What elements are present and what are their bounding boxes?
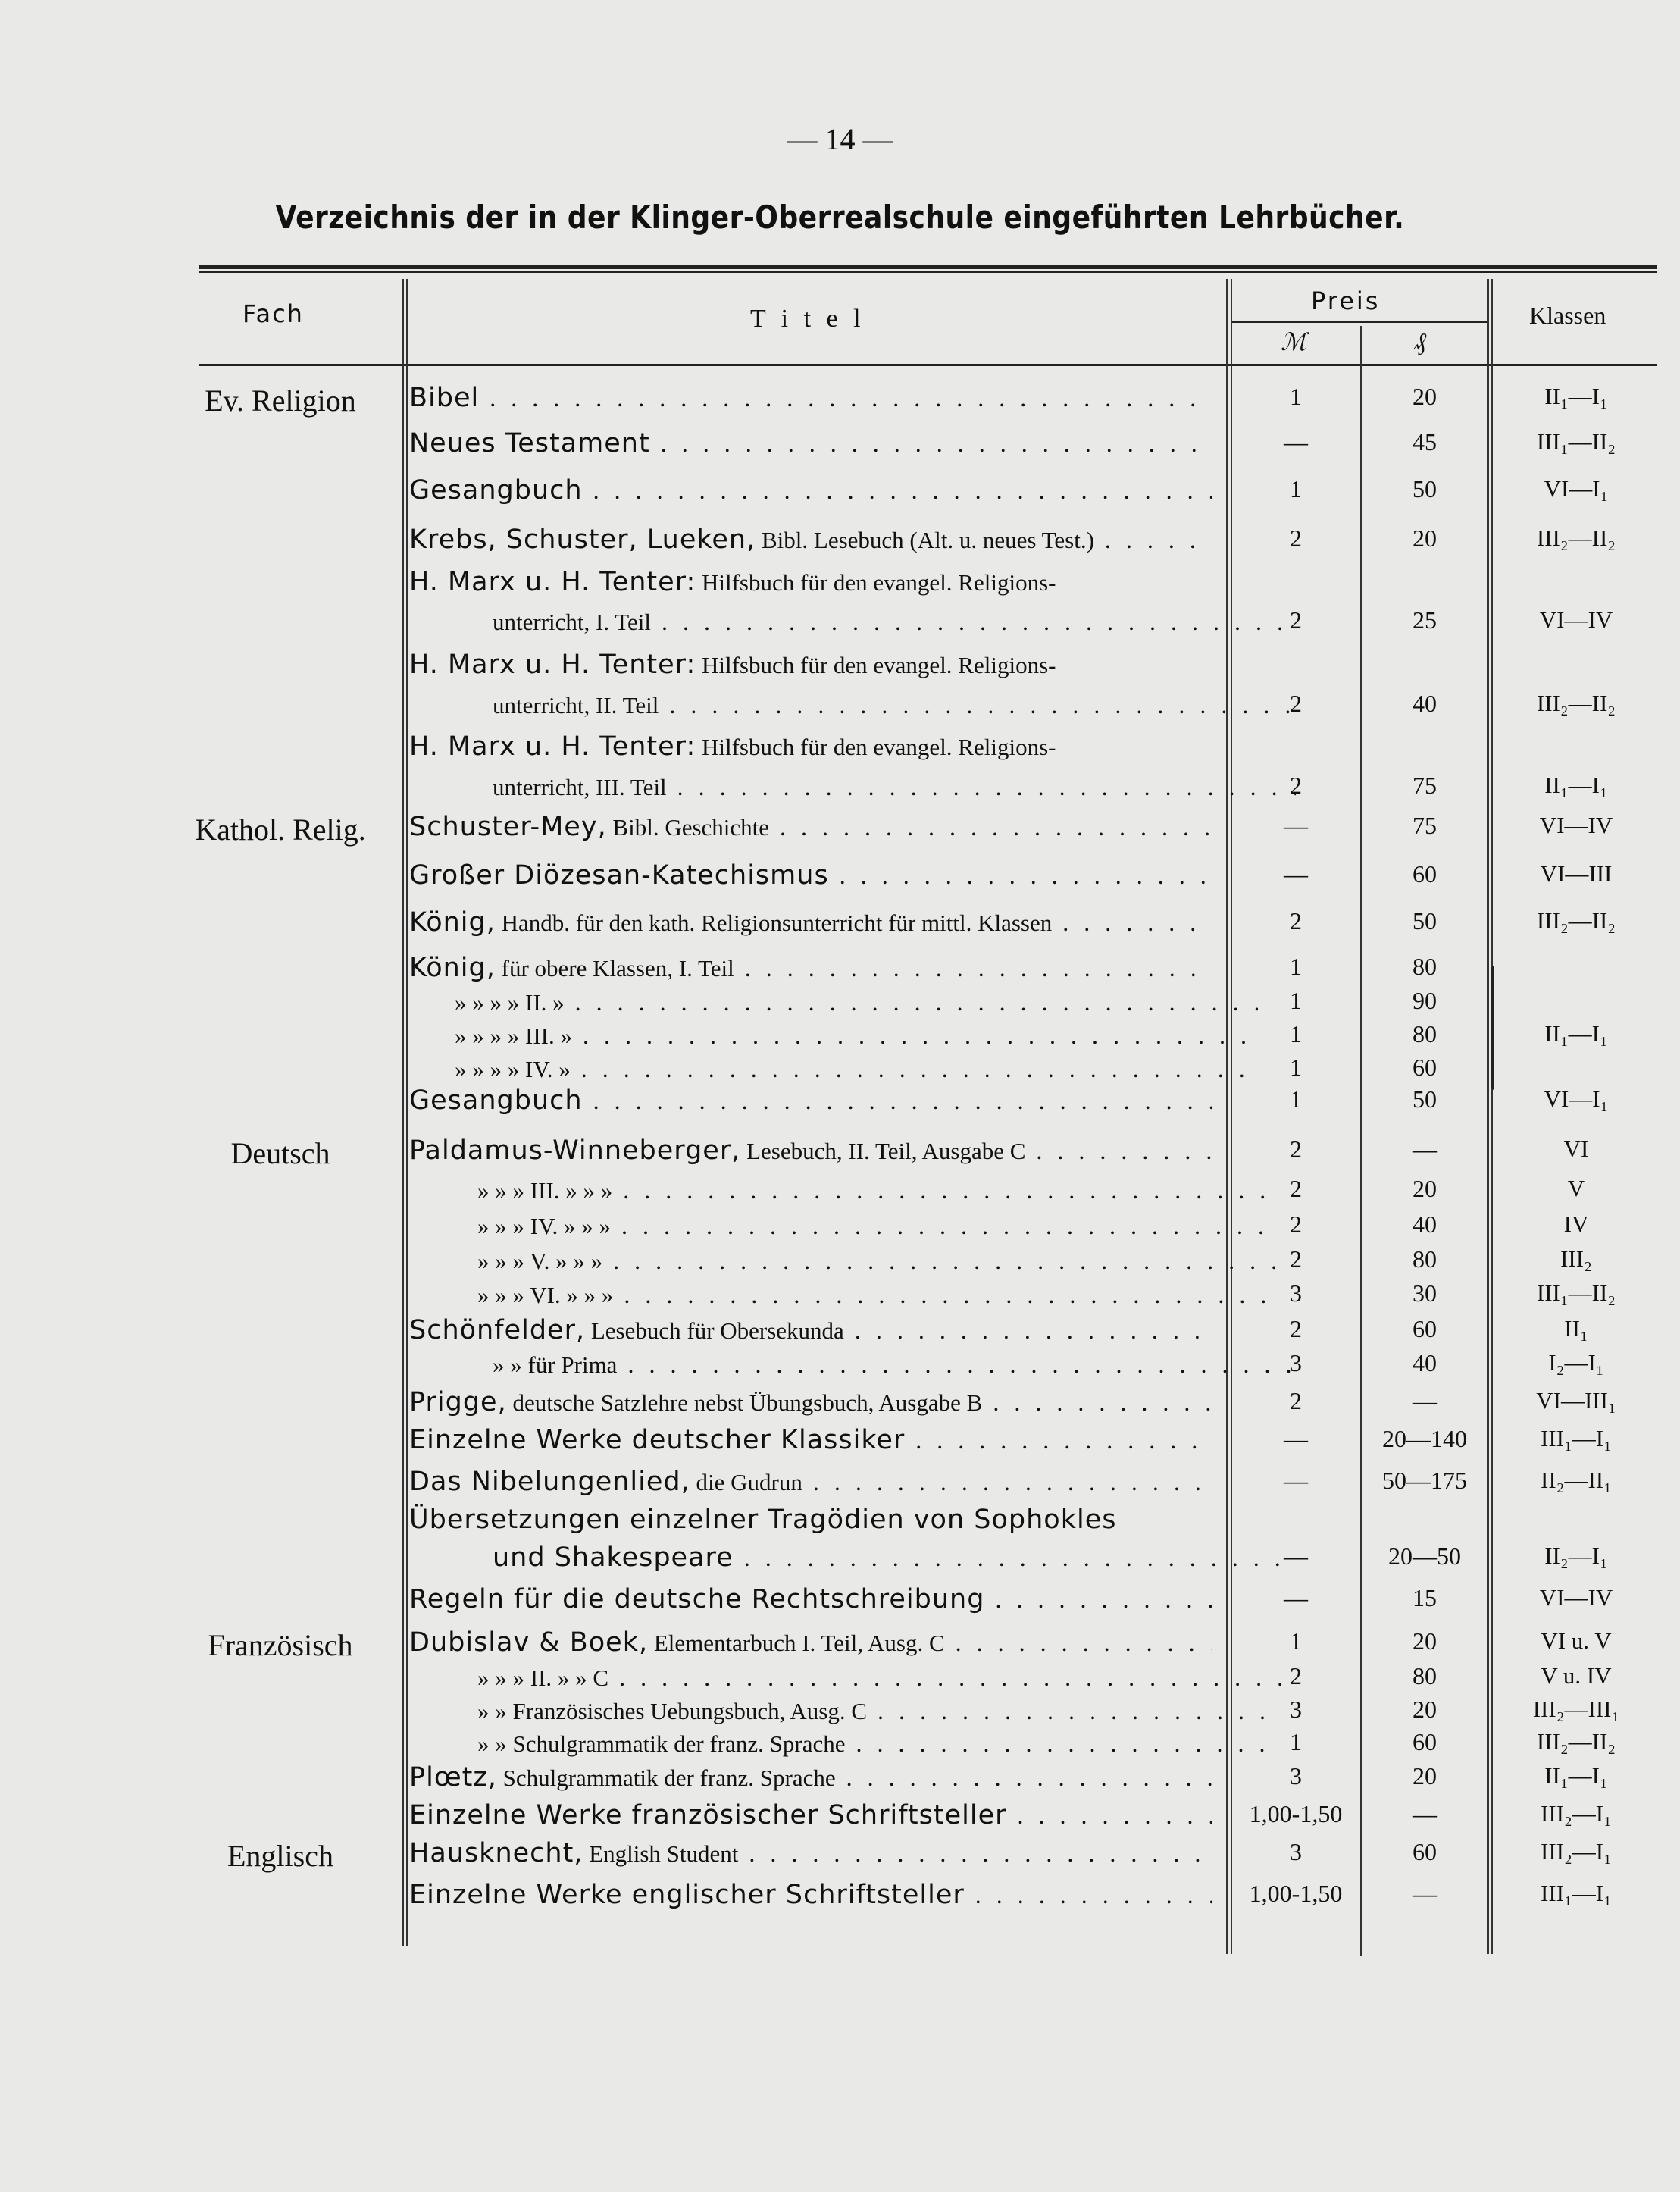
table-row bbox=[0, 1880, 1680, 1913]
price-mark-cell: 1,00-1,50 bbox=[1249, 1800, 1343, 1827]
price-mark-cell: 1 bbox=[1290, 1085, 1302, 1113]
book-title-cell bbox=[409, 1584, 1212, 1614]
table-row bbox=[0, 1279, 1680, 1313]
book-description: » » » » IV. » bbox=[455, 1056, 571, 1082]
table-row bbox=[0, 812, 1680, 845]
book-description: » » » IV. » » » bbox=[477, 1213, 611, 1239]
price-pfennig-cell: 80 bbox=[1413, 1020, 1437, 1047]
classes-cell: IV bbox=[1563, 1210, 1589, 1237]
book-title-cell bbox=[409, 690, 1296, 720]
price-pfennig-cell: 25 bbox=[1413, 606, 1437, 634]
book-author: Übersetzungen einzelner Tragödien von Sophokles bbox=[409, 1505, 1117, 1535]
book-title-cell bbox=[409, 1279, 1281, 1310]
book-description: » » » II. » » C bbox=[477, 1664, 609, 1691]
book-title-cell bbox=[409, 1505, 1212, 1535]
book-author: H. Marx u. H. Tenter: bbox=[409, 567, 696, 597]
book-description: » » » » III. » bbox=[455, 1022, 572, 1049]
price-pfennig-cell: 60 bbox=[1413, 1838, 1437, 1865]
price-pfennig-cell: 20 bbox=[1413, 1696, 1437, 1723]
price-mark-cell: 3 bbox=[1290, 1696, 1302, 1723]
book-title-cell bbox=[409, 987, 1258, 1017]
price-pfennig-cell: — bbox=[1413, 1135, 1437, 1163]
book-description: für obere Klassen, I. Teil bbox=[495, 955, 734, 982]
table-row bbox=[0, 1728, 1680, 1761]
table-row bbox=[0, 690, 1680, 723]
book-title-cell bbox=[409, 1627, 1212, 1658]
price-pfennig-cell: 60 bbox=[1413, 1054, 1437, 1081]
book-description: » » Französisches Uebungsbuch, Ausg. C bbox=[477, 1698, 868, 1724]
price-mark-cell: 2 bbox=[1290, 772, 1302, 799]
price-mark-cell: 1,00-1,50 bbox=[1249, 1880, 1343, 1907]
book-author: König, bbox=[409, 907, 496, 938]
price-mark-cell: 3 bbox=[1290, 1838, 1302, 1865]
price-mark-cell: — bbox=[1284, 1425, 1308, 1452]
table-row bbox=[0, 1425, 1680, 1458]
price-mark-cell: 3 bbox=[1290, 1762, 1302, 1790]
book-title-cell bbox=[409, 428, 1212, 459]
table-row bbox=[0, 1135, 1680, 1169]
price-pfennig-cell: 40 bbox=[1413, 1210, 1437, 1238]
book-title-cell bbox=[409, 1315, 1212, 1345]
book-title-cell bbox=[409, 475, 1212, 506]
book-author: Schuster-Mey, bbox=[409, 812, 607, 842]
classes-cell: VI bbox=[1563, 1135, 1589, 1162]
book-description: unterricht, III. Teil bbox=[493, 774, 667, 800]
price-pfennig-cell: 60 bbox=[1413, 1728, 1437, 1755]
table-row bbox=[0, 1210, 1680, 1244]
book-author: Gesangbuch bbox=[409, 1085, 583, 1116]
book-description: » » » III. » » » bbox=[477, 1177, 613, 1204]
price-pfennig-cell: 20 bbox=[1413, 525, 1437, 552]
book-author: Großer Diözesan-Katechismus bbox=[409, 860, 829, 891]
classes-cell: VI—III bbox=[1540, 860, 1613, 887]
subject-cell: Kathol. Relig. bbox=[195, 813, 366, 847]
table-row bbox=[0, 606, 1680, 640]
table-row bbox=[0, 1387, 1680, 1420]
book-author: Das Nibelungenlied, bbox=[409, 1467, 690, 1497]
book-description: die Gudrun bbox=[690, 1469, 802, 1495]
price-mark-cell: 3 bbox=[1290, 1279, 1302, 1307]
price-mark-cell: 1 bbox=[1290, 1020, 1302, 1047]
price-mark-cell: 2 bbox=[1290, 1245, 1302, 1273]
top-rule-thin bbox=[199, 271, 1657, 273]
book-description: Schulgrammatik der franz. Sprache bbox=[496, 1765, 836, 1791]
book-title-cell bbox=[409, 907, 1212, 938]
book-description: Handb. für den kath. Religionsunterricht für mittl. Klassen bbox=[495, 910, 1053, 936]
price-pfennig-cell: 20 bbox=[1413, 1175, 1437, 1202]
table-row bbox=[0, 1085, 1680, 1119]
table-row bbox=[0, 772, 1680, 805]
book-title-cell bbox=[409, 1210, 1281, 1241]
top-rule bbox=[199, 265, 1657, 269]
book-author: Plœtz, bbox=[409, 1762, 497, 1793]
price-mark-cell: 1 bbox=[1290, 383, 1302, 410]
price-pfennig-cell: 40 bbox=[1413, 1349, 1437, 1376]
price-pfennig-cell: 60 bbox=[1413, 860, 1437, 888]
table-row bbox=[0, 650, 1680, 683]
book-author: Paldamus-Winneberger, bbox=[409, 1135, 741, 1166]
book-title-cell bbox=[409, 1349, 1296, 1379]
classes-cell: III₁—I₁ bbox=[1541, 1880, 1612, 1906]
book-title-cell bbox=[409, 1880, 1212, 1910]
price-mark-cell: 1 bbox=[1290, 1054, 1302, 1081]
header-preis: Preis bbox=[1311, 287, 1381, 315]
book-description: Hilfsbuch für den evangel. Religions- bbox=[696, 652, 1056, 678]
classes-cell: II₁—I₁ bbox=[1544, 1762, 1608, 1789]
subject-cell: Deutsch bbox=[230, 1136, 330, 1170]
table-row bbox=[0, 1696, 1680, 1729]
table-row bbox=[0, 860, 1680, 894]
classes-cell: II₁—I₁ bbox=[1544, 1020, 1608, 1047]
price-pfennig-cell: 30 bbox=[1413, 1279, 1437, 1307]
price-pfennig-cell: 60 bbox=[1413, 1315, 1437, 1342]
book-description: » » » VI. » » » bbox=[477, 1282, 614, 1308]
classes-cell: III₁—I₁ bbox=[1541, 1425, 1612, 1451]
subject-cell: Ev. Religion bbox=[205, 384, 356, 418]
table-row bbox=[0, 567, 1680, 600]
price-pfennig-cell: 50 bbox=[1413, 1085, 1437, 1113]
book-title-cell bbox=[409, 1245, 1281, 1276]
classes-cell: II₁ bbox=[1564, 1315, 1588, 1342]
price-pfennig-cell: 75 bbox=[1413, 772, 1437, 799]
book-description: unterricht, II. Teil bbox=[493, 692, 659, 719]
price-mark-cell: 2 bbox=[1290, 525, 1302, 552]
book-title-cell bbox=[409, 650, 1212, 680]
book-title-cell bbox=[409, 1762, 1212, 1793]
book-author: Dubislav & Boek, bbox=[409, 1627, 649, 1658]
preis-rule bbox=[1231, 321, 1489, 323]
book-title-cell bbox=[409, 1800, 1212, 1830]
book-title-cell bbox=[409, 731, 1212, 762]
classes-cell: II₁—I₁ bbox=[1544, 772, 1608, 798]
book-title-cell bbox=[409, 1696, 1281, 1726]
table-row bbox=[0, 1315, 1680, 1348]
price-mark-cell: 1 bbox=[1290, 475, 1302, 503]
book-description: English Student bbox=[583, 1840, 739, 1867]
price-pfennig-cell: 15 bbox=[1413, 1584, 1437, 1611]
price-mark-cell: 2 bbox=[1290, 1135, 1302, 1163]
price-pfennig-cell: 45 bbox=[1413, 428, 1437, 456]
book-title-cell bbox=[409, 1085, 1212, 1116]
page-number: — 14 — bbox=[787, 122, 893, 156]
price-pfennig-cell: 20—140 bbox=[1382, 1425, 1467, 1452]
book-description: Bibl. Lesebuch (Alt. u. neues Test.) bbox=[756, 527, 1094, 553]
book-description: Elementarbuch I. Teil, Ausg. C bbox=[648, 1630, 945, 1656]
book-title-cell bbox=[409, 812, 1212, 842]
book-title-cell bbox=[409, 383, 1212, 413]
price-mark-cell: 2 bbox=[1290, 1662, 1302, 1689]
price-pfennig-cell: 80 bbox=[1413, 1245, 1437, 1273]
classes-cell: III₂ bbox=[1560, 1245, 1592, 1272]
price-mark-cell: 2 bbox=[1290, 1175, 1302, 1202]
header-pfennig: ₰ bbox=[1414, 327, 1426, 355]
table-row bbox=[0, 1662, 1680, 1696]
classes-cell: III₁—II₂ bbox=[1536, 1279, 1616, 1306]
table-row bbox=[0, 731, 1680, 765]
price-mark-cell: 1 bbox=[1290, 953, 1302, 980]
classes-cell: II₁—I₁ bbox=[1544, 383, 1608, 409]
price-mark-cell: 2 bbox=[1290, 1210, 1302, 1238]
classes-cell: III₂—II₂ bbox=[1536, 525, 1616, 551]
price-pfennig-cell: 20—50 bbox=[1388, 1542, 1461, 1570]
book-description: Hilfsbuch für den evangel. Religions- bbox=[696, 569, 1056, 596]
table-row bbox=[0, 1584, 1680, 1617]
table-row bbox=[0, 383, 1680, 416]
book-title-cell bbox=[409, 1542, 1296, 1573]
book-description: » » » » II. » bbox=[455, 989, 565, 1016]
table-row bbox=[0, 1020, 1680, 1054]
price-pfennig-cell: 20 bbox=[1413, 1627, 1437, 1655]
book-description: » » Schulgrammatik der franz. Sprache bbox=[477, 1730, 846, 1757]
book-title-cell bbox=[409, 1838, 1212, 1868]
classes-cell: III₂—II₂ bbox=[1536, 1728, 1616, 1755]
book-title-cell bbox=[409, 1020, 1258, 1051]
classes-cell: III₂—II₂ bbox=[1536, 690, 1616, 716]
table-row bbox=[0, 1054, 1680, 1087]
book-author: Einzelne Werke englischer Schriftsteller bbox=[409, 1880, 965, 1910]
price-mark-cell: 2 bbox=[1290, 690, 1302, 717]
subject-cell: Französisch bbox=[208, 1628, 353, 1662]
price-mark-cell: — bbox=[1284, 1584, 1308, 1611]
table-row bbox=[0, 1627, 1680, 1661]
classes-cell: II₂—I₁ bbox=[1544, 1542, 1608, 1569]
header-rule bbox=[199, 364, 1657, 366]
classes-cell: I₂—I₁ bbox=[1548, 1349, 1604, 1376]
header-fach: Fach bbox=[242, 299, 304, 328]
classes-cell: V u. IV bbox=[1541, 1662, 1612, 1689]
classes-cell: V bbox=[1567, 1175, 1585, 1201]
book-author: und Shakespeare bbox=[493, 1542, 734, 1573]
book-title-cell bbox=[409, 606, 1296, 637]
price-mark-cell: 1 bbox=[1290, 1728, 1302, 1755]
table-row bbox=[0, 1762, 1680, 1796]
price-pfennig-cell: 50—175 bbox=[1382, 1467, 1467, 1494]
book-author: Einzelne Werke deutscher Klassiker bbox=[409, 1425, 906, 1455]
price-pfennig-cell: 90 bbox=[1413, 987, 1437, 1014]
book-description: unterricht, I. Teil bbox=[493, 609, 652, 635]
classes-cell: VI u. V bbox=[1541, 1627, 1612, 1654]
price-mark-cell: — bbox=[1284, 812, 1308, 839]
price-pfennig-cell: — bbox=[1413, 1387, 1437, 1414]
table-row bbox=[0, 953, 1680, 986]
price-mark-cell: 2 bbox=[1290, 1387, 1302, 1414]
table-row bbox=[0, 1838, 1680, 1871]
price-pfennig-cell: — bbox=[1413, 1880, 1437, 1907]
subject-cell: Englisch bbox=[227, 1839, 333, 1873]
classes-cell: VI—I₁ bbox=[1544, 475, 1609, 502]
price-mark-cell: 2 bbox=[1290, 1315, 1302, 1342]
book-author: Einzelne Werke französischer Schriftsteller bbox=[409, 1800, 1007, 1830]
book-author: Prigge, bbox=[409, 1387, 507, 1417]
header-titel: T i t e l bbox=[750, 305, 865, 333]
table-row bbox=[0, 987, 1680, 1020]
classes-cell: VI—III₁ bbox=[1536, 1387, 1616, 1414]
book-title-cell bbox=[409, 1662, 1281, 1693]
book-description: Lesebuch für Obersekunda bbox=[585, 1317, 844, 1344]
book-author: H. Marx u. H. Tenter: bbox=[409, 650, 696, 680]
book-author: Neues Testament bbox=[409, 428, 650, 459]
book-description: » » » V. » » » bbox=[477, 1248, 603, 1274]
price-mark-cell: 3 bbox=[1290, 1349, 1302, 1376]
price-mark-cell: 1 bbox=[1290, 987, 1302, 1014]
classes-cell: VI—IV bbox=[1539, 1584, 1613, 1611]
price-mark-cell: 1 bbox=[1290, 1627, 1302, 1655]
price-pfennig-cell: 75 bbox=[1413, 812, 1437, 839]
price-mark-cell: — bbox=[1284, 1467, 1308, 1494]
classes-cell: III₁—II₂ bbox=[1536, 428, 1616, 455]
table-row bbox=[0, 1505, 1680, 1538]
book-author: Schönfelder, bbox=[409, 1315, 586, 1345]
book-title-cell bbox=[409, 1135, 1212, 1166]
book-title-cell bbox=[409, 1387, 1212, 1417]
book-title-cell bbox=[409, 953, 1212, 983]
book-author: Gesangbuch bbox=[409, 475, 583, 506]
price-mark-cell: — bbox=[1284, 428, 1308, 456]
book-description: deutsche Satzlehre nebst Übungsbuch, Ausgabe B bbox=[506, 1389, 983, 1416]
book-title-cell bbox=[409, 1425, 1212, 1455]
price-mark-cell: — bbox=[1284, 860, 1308, 888]
book-description: » » für Prima bbox=[493, 1351, 618, 1378]
table-row bbox=[0, 428, 1680, 462]
book-title-cell bbox=[409, 1728, 1281, 1758]
price-pfennig-cell: 20 bbox=[1413, 383, 1437, 410]
price-pfennig-cell: 50 bbox=[1413, 475, 1437, 503]
classes-cell: III₂—III₁ bbox=[1532, 1696, 1620, 1722]
table-row bbox=[0, 525, 1680, 558]
table-row bbox=[0, 1467, 1680, 1500]
book-title-cell bbox=[409, 1467, 1212, 1497]
price-mark-cell: 2 bbox=[1290, 907, 1302, 935]
book-author: Hausknecht, bbox=[409, 1838, 583, 1868]
book-title-cell bbox=[409, 860, 1212, 891]
classes-cell: VI—IV bbox=[1539, 606, 1613, 633]
price-mark-cell: — bbox=[1284, 1542, 1308, 1570]
book-title-cell bbox=[409, 772, 1296, 802]
book-title-cell bbox=[409, 1054, 1258, 1084]
book-description: Lesebuch, II. Teil, Ausgabe C bbox=[740, 1138, 1026, 1164]
table-row bbox=[0, 1245, 1680, 1279]
classes-cell: VI—IV bbox=[1539, 812, 1613, 838]
price-pfennig-cell: 20 bbox=[1413, 1762, 1437, 1790]
price-pfennig-cell: — bbox=[1413, 1800, 1437, 1827]
classes-cell: III₂—I₁ bbox=[1541, 1838, 1612, 1865]
classes-cell: VI—I₁ bbox=[1544, 1085, 1609, 1112]
book-description: Hilfsbuch für den evangel. Religions- bbox=[696, 734, 1056, 760]
book-author: Bibel bbox=[409, 383, 480, 413]
book-title-cell bbox=[409, 567, 1212, 597]
book-title-cell bbox=[409, 525, 1212, 555]
classes-cell: II₂—II₁ bbox=[1541, 1467, 1612, 1493]
classes-cell: III₂—I₁ bbox=[1541, 1800, 1612, 1827]
book-author: H. Marx u. H. Tenter: bbox=[409, 731, 696, 762]
table-row bbox=[0, 475, 1680, 509]
table-row bbox=[0, 907, 1680, 941]
header-klassen: Klassen bbox=[1529, 302, 1606, 329]
table-row bbox=[0, 1800, 1680, 1833]
book-author: Krebs, Schuster, Lueken, bbox=[409, 525, 756, 555]
table-row bbox=[0, 1349, 1680, 1383]
classes-cell: III₂—II₂ bbox=[1536, 907, 1616, 934]
table-row bbox=[0, 1175, 1680, 1208]
price-pfennig-cell: 50 bbox=[1413, 907, 1437, 935]
price-pfennig-cell: 80 bbox=[1413, 1662, 1437, 1689]
header-mark: ℳ bbox=[1281, 328, 1307, 355]
book-description: Bibl. Geschichte bbox=[606, 814, 770, 841]
price-pfennig-cell: 80 bbox=[1413, 953, 1437, 980]
price-mark-cell: 2 bbox=[1290, 606, 1302, 634]
table-row bbox=[0, 1542, 1680, 1576]
book-author: Regeln für die deutsche Rechtschreibung bbox=[409, 1584, 985, 1614]
price-pfennig-cell: 40 bbox=[1413, 690, 1437, 717]
page-title: Verzeichnis der in der Klinger-Oberrealschule eingeführten Lehrbücher. bbox=[275, 199, 1405, 236]
book-author: König, bbox=[409, 953, 496, 983]
book-title-cell bbox=[409, 1175, 1281, 1205]
